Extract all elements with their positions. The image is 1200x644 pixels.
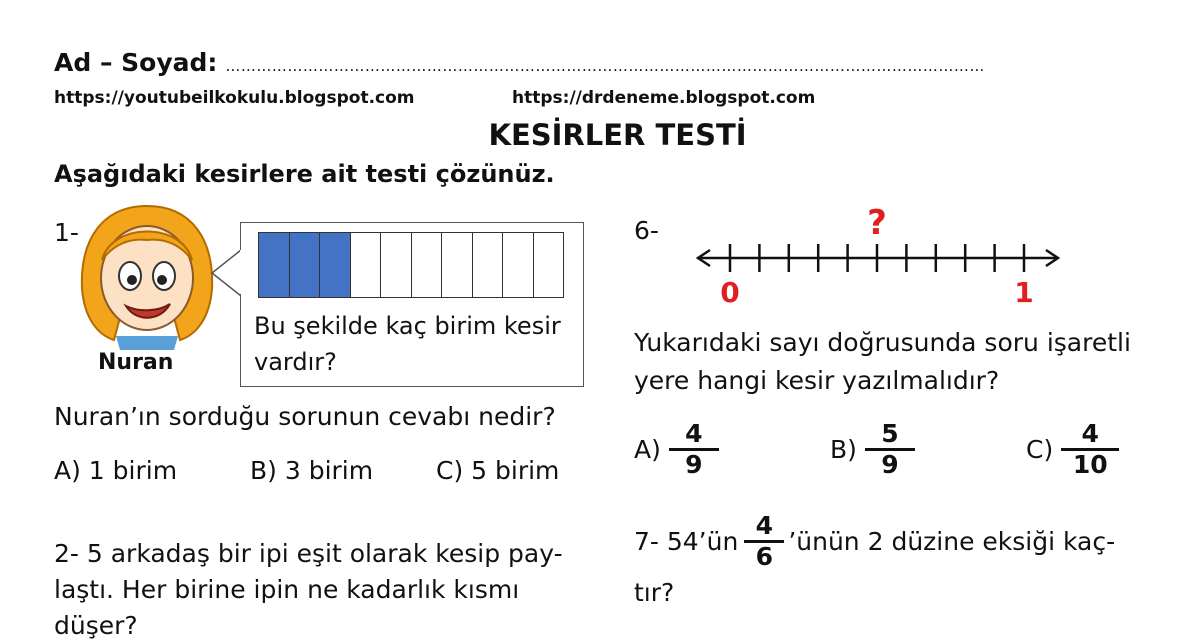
q1-number: 1- xyxy=(54,218,79,247)
q7-suffix: ’ünün 2 düzine eksiği kaç- xyxy=(788,527,1116,556)
fraction xyxy=(744,512,784,571)
name-line xyxy=(54,48,1144,77)
bar-cell-empty xyxy=(473,233,504,297)
q1-option-a[interactable]: A) 1 birim xyxy=(54,456,178,485)
q6-option-b[interactable] xyxy=(830,420,915,479)
q6-option-a[interactable] xyxy=(634,420,719,479)
q6-option-c[interactable] xyxy=(1026,420,1119,479)
denominator: 9 xyxy=(685,450,703,479)
q6-option-a-label: A) xyxy=(634,435,661,464)
bar-cell-empty xyxy=(534,233,564,297)
q6-option-c-label: C) xyxy=(1026,435,1054,464)
fraction xyxy=(669,420,719,479)
numerator: 4 xyxy=(1081,419,1099,448)
bar-cell-filled xyxy=(320,233,351,297)
name-dots: ………………………………………………………………………………………………………………………………… xyxy=(225,57,985,75)
denominator: 9 xyxy=(881,450,899,479)
q6-line-1: Yukarıdaki sayı doğrusunda soru işaretli xyxy=(634,328,1131,357)
bar-cell-empty xyxy=(351,233,382,297)
q2-text xyxy=(54,536,594,644)
character-name: Nuran xyxy=(98,350,174,375)
q1-option-b[interactable]: B) 3 birim xyxy=(250,456,374,485)
bar-cell-empty xyxy=(503,233,534,297)
q1-question: Nuran’ın sorduğu sorunun cevabı nedir? xyxy=(54,402,556,431)
q6-line-2: yere hangi kesir yazılmalıdır? xyxy=(634,366,1000,395)
instruction: Aşağıdaki kesirlere ait testi çözünüz. xyxy=(54,160,555,188)
q2-line-1: 2- 5 arkadaş bir ipi eşit olarak kesip pay- xyxy=(54,539,563,568)
bubble-text: Bu şekilde kaç birim kesir vardır? xyxy=(254,312,561,376)
fraction xyxy=(865,420,915,479)
numerator: 4 xyxy=(755,511,774,540)
fraction xyxy=(1061,420,1119,479)
bar-cell-filled xyxy=(259,233,290,297)
denominator: 6 xyxy=(755,542,774,571)
girl-character-icon xyxy=(72,200,222,350)
q2-line-3: düşer? xyxy=(54,611,138,640)
denominator: 10 xyxy=(1072,450,1108,479)
q7-line-2: tır? xyxy=(634,578,675,607)
q6-text xyxy=(634,324,1174,400)
q6-option-b-label: B) xyxy=(830,435,857,464)
numerator: 4 xyxy=(685,419,703,448)
q7-text xyxy=(634,512,1115,571)
numerator: 5 xyxy=(881,419,899,448)
bar-cell-empty xyxy=(412,233,443,297)
question-mark: ? xyxy=(867,203,887,243)
label-one: 1 xyxy=(1014,276,1034,309)
fraction-bar xyxy=(258,232,564,298)
q7-prefix: 7- 54’ün xyxy=(634,527,739,556)
q6-number: 6- xyxy=(634,216,659,245)
name-label: Ad – Soyad: xyxy=(54,48,218,77)
page-title: KESİRLER TESTİ xyxy=(488,118,747,152)
blog-link-1[interactable]: https://youtubeilkokulu.blogspot.com xyxy=(54,88,415,108)
bubble-tail-join xyxy=(240,250,243,294)
blog-link-2[interactable]: https://drdeneme.blogspot.com xyxy=(512,88,816,108)
q1-option-c[interactable]: C) 5 birim xyxy=(436,456,560,485)
number-line xyxy=(690,200,1070,310)
q2-line-2: laştı. Her birine ipin ne kadarlık kısmı xyxy=(54,575,520,604)
label-zero: 0 xyxy=(720,276,740,309)
bar-cell-filled xyxy=(290,233,321,297)
bar-cell-empty xyxy=(381,233,412,297)
bar-cell-empty xyxy=(442,233,473,297)
